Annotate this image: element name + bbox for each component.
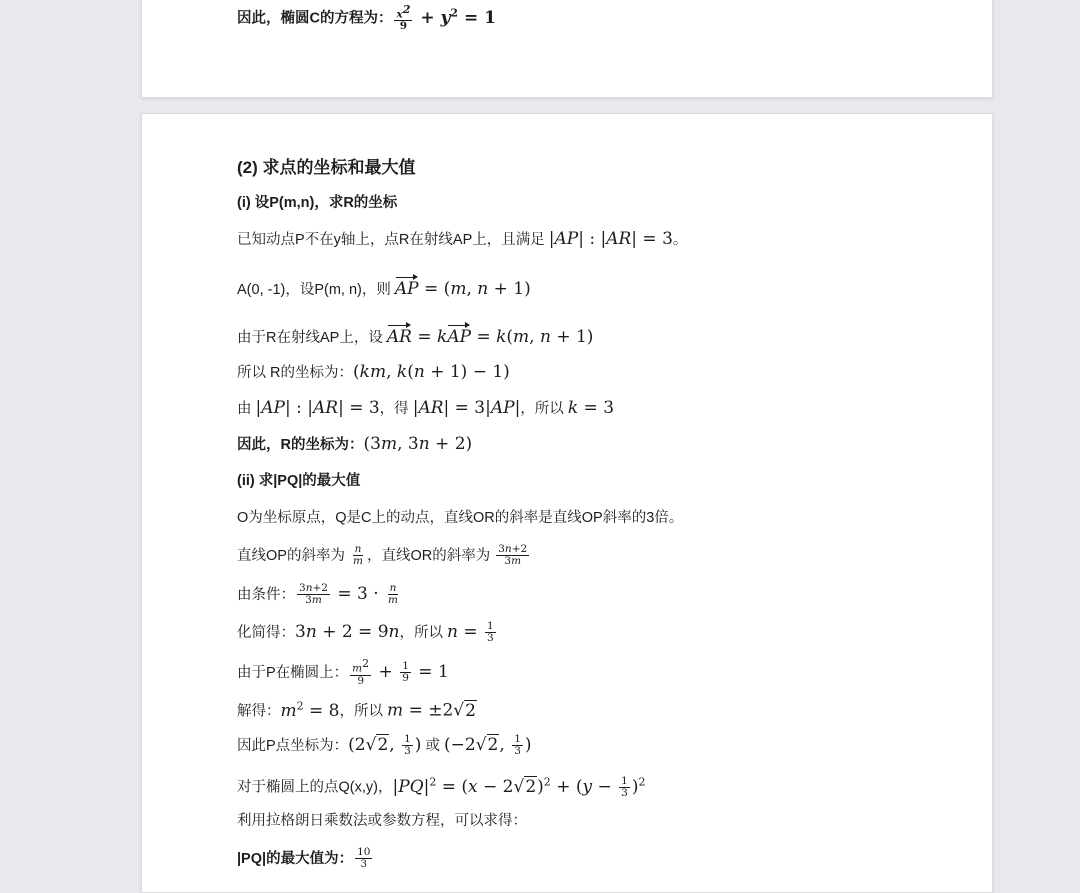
r-result-line: 因此，R的坐标为：(3m, 3n + 2) [237,434,473,454]
section-heading: (2) 求点的坐标和最大值 [237,158,416,177]
vector-ap-formula: AP = (m, n + 1) [394,279,531,299]
p-coordinate-line: 因此P点坐标为：(2√2, $\frac{1}{3}$ ) 或 (−2√2, $\frac{1}{3}$ ) [237,733,532,757]
document-page-main [141,113,993,893]
vector-ap-line: A(0, -1)，设P(m, n)，则 AP = (m, n + 1) [237,279,531,299]
r-result-formula: (3m, 3n + 2) [363,434,473,454]
ellipse-equation-formula: $\frac{x^2}{9}$ + $y^2 = 1$ [396,2,496,33]
ellipse-substitution-line: 由于P在椭圆上： $\frac{m^2}{9}$ + $\frac{1}{9}$ = 1 [237,657,449,687]
r-coordinate-line: 所以 R的坐标为：(km, k(n + 1) − 1) [237,362,510,382]
vector-ar-formula: AR = kAP = k(m, n + 1) [386,327,594,347]
part-ii-title: (ii) 求|PQ|的最大值 [237,473,361,489]
origin-description-line: O为坐标原点，Q是C上的动点，直线OR的斜率是直线OP斜率的3倍。 [237,510,684,526]
document-page-top [141,0,993,98]
vector-ar-line: 由于R在射线AP上，设 AR = kAP = k(m, n + 1) [237,327,594,347]
simplify-line: 化简得：3n + 2 = 9n，所以 n = $\frac{1}{3}$ [237,620,494,644]
given-condition-line: 已知动点P不在y轴上，点R在射线AP上，且满足 |AP| : |AR| = 3。 [237,229,688,249]
slope-line: 直线OP的斜率为 $\frac{n}{m}$ ，直线OR的斜率为 $\frac{3n+2}{3m}$ [237,543,528,567]
method-line: 利用拉格朗日乘数法或参数方程，可以求得： [237,813,527,829]
max-value-line: |PQ|的最大值为： $\frac{10}{3}$ [237,846,371,870]
r-coordinate-formula: (km, k(n + 1) − 1) [353,362,510,382]
condition-line: 由条件： $\frac{3n+2}{3m}$ = 3 · $\frac{n}{m}$ [237,582,398,606]
part-i-title: (i) 设P(m,n)，求R的坐标 [237,195,398,211]
ratio-formula: |AP| : |AR| = 3 [548,229,673,249]
pq-distance-line: 对于椭圆上的点Q(x,y)，$|PQ|^2 = (x - 2√2)^2 + (y$ − $\frac{1}{3}$ )$^2$ [237,774,646,799]
solve-line: 解得：$m^2 = 8$，所以 m = ±2√2 [237,699,476,721]
k-derivation-line: 由 |AP| : |AR| = 3，得 |AR| = 3|AP|，所以 k = 3 [237,398,615,418]
ellipse-equation-line: 因此，椭圆C的方程为： $\frac{x^2}{9}$ + $y^2 = 1$ [237,2,496,33]
